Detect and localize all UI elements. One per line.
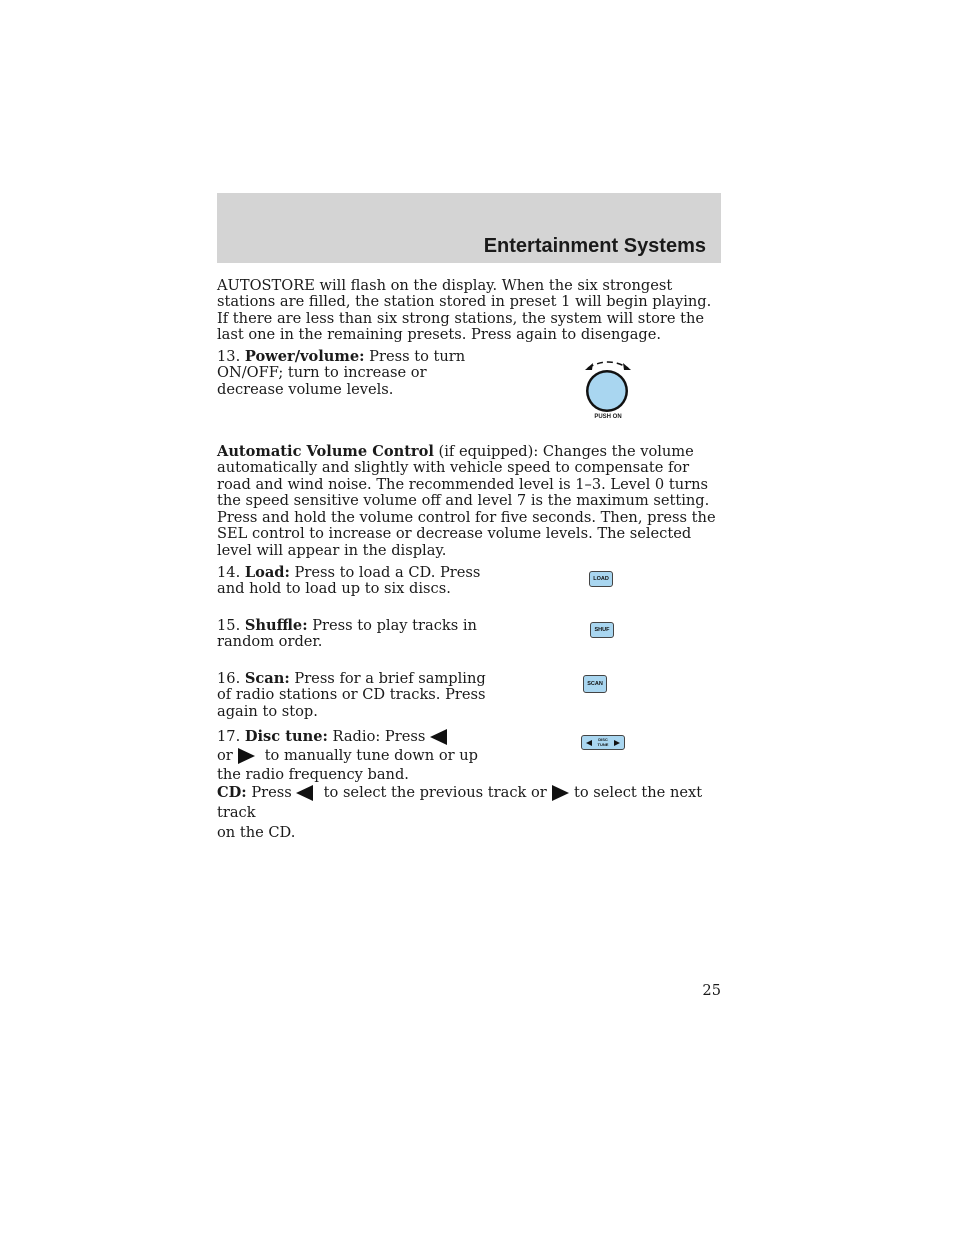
- tune-down-icon[interactable]: [586, 740, 592, 746]
- disc-tune-text: 17. Disc tune: Radio: Press or to manually tune down or up the radio frequency band.: [217, 728, 478, 783]
- disc-tune-label: DISC TUNE: [597, 737, 609, 747]
- volume-knob-icon[interactable]: [580, 354, 636, 416]
- autostore-paragraph: AUTOSTORE will flash on the display. When the six strongest stations are filled, the station stored in preset 1 will begin playing. If there are less than six strong stations, the system will store the last one in the remaining presets. Press again to disengage.: [217, 277, 712, 344]
- load-text: 14. Load: Press to load a CD. Press and hold to load up to six discs.: [217, 564, 481, 598]
- load-button[interactable]: LOAD: [589, 571, 613, 587]
- scan-button[interactable]: SCAN: [583, 675, 607, 693]
- disc-tune-button[interactable]: [581, 735, 625, 750]
- previous-track-icon: [296, 785, 314, 801]
- next-track-icon: [551, 785, 569, 801]
- scan-text: 16. Scan: Press for a brief sampling of radio stations or CD tracks. Press again to stop.: [217, 670, 486, 720]
- power-volume-text: 13. Power/volume: Press to turn ON/OFF; turn to increase or decrease volume levels.: [217, 348, 466, 398]
- shuffle-button[interactable]: SHUF: [590, 622, 614, 638]
- section-header: [217, 193, 721, 263]
- push-on-label: PUSH ON: [594, 414, 622, 420]
- right-arrow-icon: [237, 748, 255, 764]
- page-number: 25: [702, 982, 721, 999]
- avc-instructions-paragraph: Press and hold the volume control for five seconds. Then, press the SEL control to increase or decrease volume levels. The selected level will appear in the display.: [217, 509, 716, 559]
- section-title: Entertainment Systems: [483, 235, 706, 257]
- left-arrow-icon: [430, 729, 448, 745]
- cd-text: CD: Press to select the previous track or to select the next track on the CD.: [217, 784, 703, 841]
- shuffle-text: 15. Shuffle: Press to play tracks in random order.: [217, 617, 477, 651]
- tune-up-icon[interactable]: [614, 740, 620, 746]
- avc-paragraph: Automatic Volume Control (if equipped): Changes the volume automatically and slightly with vehicle speed to compensate for road and wind noise. The recommended level is 1–3. Level 0 turns the speed sensitive volume off and level 7 is the maximum setting.: [217, 443, 710, 510]
